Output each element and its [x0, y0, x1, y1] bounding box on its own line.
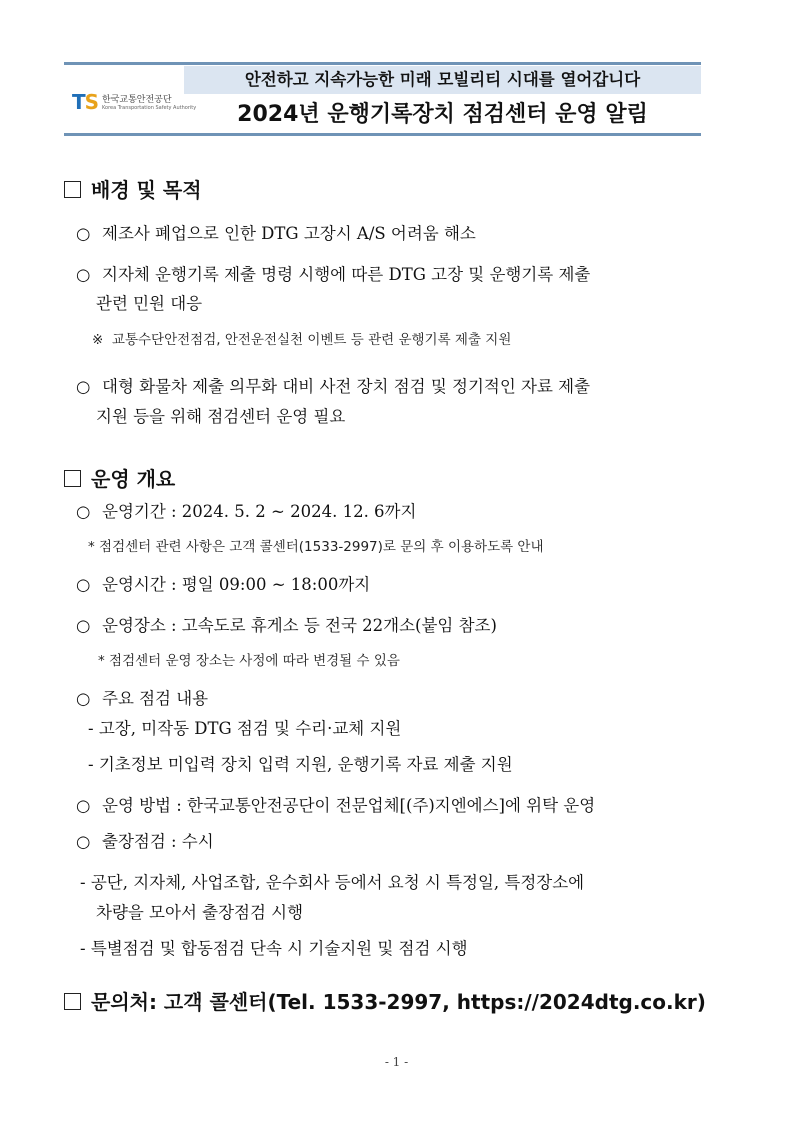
dash-bullet: -	[80, 939, 86, 958]
overview-field-1: - 공단, 지자체, 사업조합, 운수회사 등에서 요청 시 특정일, 특정장소에	[80, 873, 585, 892]
asterisk-icon: *	[88, 539, 95, 555]
dash-bullet: -	[88, 719, 94, 738]
document-header	[64, 62, 701, 136]
circle-bullet-icon: ○	[76, 377, 91, 396]
circle-bullet-icon: ○	[76, 832, 91, 851]
overview-checks: ○ 주요 점검 내용	[76, 689, 209, 708]
page-number: - 1 -	[384, 1055, 409, 1069]
circle-bullet-icon: ○	[76, 689, 91, 708]
circle-bullet-icon: ○	[76, 616, 91, 635]
header-top-rule	[64, 62, 701, 65]
reference-mark-icon: ※	[92, 332, 104, 348]
background-item-2-cont: 관련 민원 대응	[96, 294, 203, 313]
circle-bullet-icon: ○	[76, 796, 91, 815]
header-bottom-rule	[64, 133, 701, 136]
overview-field-2: - 특별점검 및 합동점검 단속 시 기술지원 및 점검 시행	[80, 939, 468, 958]
slogan: 안전하고 지속가능한 미래 모빌리티 시대를 열어갑니다	[244, 70, 641, 89]
asterisk-icon: *	[98, 653, 105, 669]
section-heading-contact: 문의처: 고객 콜센터(Tel. 1533-2997, https://2024dtg.co.kr)	[64, 986, 706, 1015]
circle-bullet-icon: ○	[76, 575, 91, 594]
checkbox-square-icon	[64, 181, 81, 198]
overview-check-1: - 고장, 미작동 DTG 점검 및 수리·교체 지원	[88, 719, 402, 738]
overview-period-note: * 점검센터 관련 사항은 고객 콜센터(1533-2997)로 문의 후 이용하도록 안내	[88, 539, 544, 555]
overview-place-note: * 점검센터 운영 장소는 사정에 따라 변경될 수 있음	[98, 653, 400, 669]
circle-bullet-icon: ○	[76, 502, 91, 521]
background-item-1: ○ 제조사 폐업으로 인한 DTG 고장시 A/S 어려움 해소	[76, 224, 476, 243]
section-heading-background: 배경 및 목적	[64, 174, 202, 203]
ts-logo-icon: TS	[72, 90, 99, 114]
circle-bullet-icon: ○	[76, 224, 91, 243]
overview-field-1-cont: 차량을 모아서 출장점검 시행	[96, 903, 304, 922]
overview-field: ○ 출장점검 : 수시	[76, 832, 214, 851]
checkbox-square-icon	[64, 993, 81, 1010]
circle-bullet-icon: ○	[76, 265, 91, 284]
overview-place: ○ 운영장소 : 고속도로 휴게소 등 전국 22개소(붙임 참조)	[76, 616, 497, 635]
logo-org-name: 한국교통안전공단	[102, 95, 172, 105]
document-title: 2024년 운행기록장치 점검센터 운영 알림	[237, 102, 648, 127]
overview-hours: ○ 운영시간 : 평일 09:00 ~ 18:00까지	[76, 575, 371, 594]
kotsa-logo	[72, 90, 197, 120]
checkbox-square-icon	[64, 470, 81, 487]
dash-bullet: -	[80, 873, 86, 892]
background-item-3-cont: 지원 등을 위해 점검센터 운영 필요	[96, 407, 346, 426]
dash-bullet: -	[88, 755, 94, 774]
logo-org-english: Korea Transportation Safety Authority	[102, 105, 197, 111]
section-heading-overview: 운영 개요	[64, 463, 175, 492]
background-item-3: ○ 대형 화물차 제출 의무화 대비 사전 장치 점검 및 정기적인 자료 제출	[76, 377, 591, 396]
overview-check-2: - 기초정보 미입력 장치 입력 지원, 운행기록 자료 제출 지원	[88, 755, 513, 774]
overview-method: ○ 운영 방법 : 한국교통안전공단이 전문업체[(주)지엔에스]에 위탁 운영	[76, 796, 596, 815]
background-note: ※ 교통수단안전점검, 안전운전실천 이벤트 등 관련 운행기록 제출 지원	[92, 332, 512, 348]
background-item-2: ○ 지자체 운행기록 제출 명령 시행에 따른 DTG 고장 및 운행기록 제출	[76, 265, 591, 284]
overview-period: ○ 운영기간 : 2024. 5. 2 ~ 2024. 12. 6까지	[76, 502, 417, 521]
